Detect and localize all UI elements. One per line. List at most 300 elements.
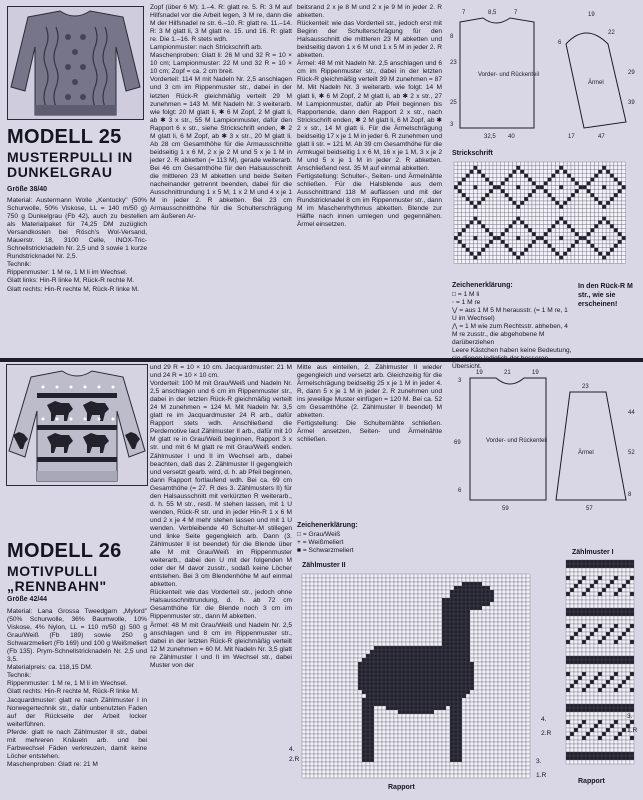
- count-chart-cell: [526, 754, 530, 758]
- count-chart-cell: [602, 588, 606, 592]
- count-chart-cell: [590, 664, 594, 668]
- knitting-chart-cell: [575, 201, 579, 205]
- count-chart-cell: [378, 586, 382, 590]
- count-chart-cell: [310, 774, 314, 778]
- count-chart-cell: [410, 770, 414, 774]
- knitting-chart-cell: [575, 240, 579, 244]
- count-chart-cell: [606, 572, 610, 576]
- knitting-chart-cell: [602, 189, 606, 193]
- count-chart-cell: [386, 770, 390, 774]
- count-chart-cell: [450, 754, 454, 758]
- count-chart-cell: [398, 758, 402, 762]
- count-chart-cell: [590, 712, 594, 716]
- count-chart-cell: [590, 608, 594, 612]
- count-chart-cell: [334, 630, 338, 634]
- count-chart-cell: [586, 596, 590, 600]
- count-chart-cell: [314, 662, 318, 666]
- knitting-chart-cell: [555, 248, 559, 252]
- count-chart-cell: [506, 698, 510, 702]
- count-chart-cell: [406, 602, 410, 606]
- knitting-chart-cell: [485, 221, 489, 225]
- count-chart-cell: [406, 674, 410, 678]
- count-chart-cell: [402, 574, 406, 578]
- count-chart-cell: [622, 756, 626, 760]
- count-chart-cell: [582, 748, 586, 752]
- count-chart-cell: [434, 730, 438, 734]
- count-chart-cell: [358, 722, 362, 726]
- count-chart-cell: [526, 738, 530, 742]
- knitting-chart-cell: [540, 213, 544, 217]
- count-chart-cell: [618, 648, 622, 652]
- count-chart-cell: [334, 622, 338, 626]
- count-chart-cell: [458, 654, 462, 658]
- knitting-chart-cell: [489, 209, 493, 213]
- count-chart-cell: [398, 582, 402, 586]
- count-chart-cell: [346, 614, 350, 618]
- count-chart-cell: [454, 738, 458, 742]
- count-chart-cell: [322, 614, 326, 618]
- count-chart-cell: [462, 758, 466, 762]
- count-chart-cell: [482, 690, 486, 694]
- count-chart-cell: [426, 606, 430, 610]
- knitting-chart-cell: [466, 228, 470, 232]
- knitting-chart-cell: [552, 209, 556, 213]
- count-chart-cell: [498, 634, 502, 638]
- count-chart-cell: [506, 606, 510, 610]
- knitting-chart-cell: [571, 170, 575, 174]
- knitting-chart-cell: [559, 260, 563, 264]
- count-chart-cell: [598, 572, 602, 576]
- count-chart-cell: [338, 586, 342, 590]
- count-chart-cell: [502, 750, 506, 754]
- count-chart-cell: [482, 662, 486, 666]
- knitting-chart-cell: [614, 193, 618, 197]
- count-chart-cell: [590, 564, 594, 568]
- knitting-chart-cell: [602, 217, 606, 221]
- count-chart-cell: [370, 718, 374, 722]
- count-chart-cell: [490, 654, 494, 658]
- count-chart-cell: [362, 686, 366, 690]
- count-chart-cell: [310, 710, 314, 714]
- knitting-chart-cell: [481, 166, 485, 170]
- model26-dim: 23: [582, 384, 589, 390]
- count-chart-cell: [318, 606, 322, 610]
- knitting-chart-cell: [462, 193, 466, 197]
- count-chart-cell: [314, 694, 318, 698]
- count-chart-cell: [406, 678, 410, 682]
- model25-schematic: [448, 4, 638, 144]
- knitting-chart-cell: [501, 240, 505, 244]
- count-chart-cell: [482, 654, 486, 658]
- count-chart-cell: [622, 644, 626, 648]
- count-chart-cell: [334, 634, 338, 638]
- count-chart-cell: [466, 738, 470, 742]
- count-chart-cell: [474, 698, 478, 702]
- count-chart-cell: [346, 750, 350, 754]
- count-chart-cell: [306, 682, 310, 686]
- count-chart-cell: [334, 590, 338, 594]
- knitting-chart-cell: [571, 217, 575, 221]
- count-chart-cell: [454, 742, 458, 746]
- knitting-chart-cell: [477, 166, 481, 170]
- knitting-chart-cell: [618, 162, 622, 166]
- count-chart-cell: [326, 610, 330, 614]
- count-chart-cell: [318, 594, 322, 598]
- count-chart-cell: [354, 626, 358, 630]
- count-chart-cell: [358, 622, 362, 626]
- knitting-chart-cell: [594, 182, 598, 186]
- knitting-chart-cell: [528, 252, 532, 256]
- count-chart-cell: [450, 710, 454, 714]
- count-chart-cell: [382, 634, 386, 638]
- count-chart-cell: [574, 568, 578, 572]
- count-chart-cell: [526, 658, 530, 662]
- count-chart-cell: [566, 684, 570, 688]
- count-chart-cell: [614, 644, 618, 648]
- knitting-chart-cell: [602, 197, 606, 201]
- count-chart-cell: [350, 770, 354, 774]
- count-chart-cell: [578, 608, 582, 612]
- count-chart-cell: [586, 704, 590, 708]
- count-chart-cell: [378, 738, 382, 742]
- count-chart-cell: [406, 622, 410, 626]
- count-chart-cell: [442, 674, 446, 678]
- count-chart-cell: [462, 662, 466, 666]
- count-chart-cell: [354, 586, 358, 590]
- count-chart-cell: [426, 746, 430, 750]
- knitting-chart-cell: [555, 217, 559, 221]
- count-chart-cell: [410, 710, 414, 714]
- count-chart-cell: [374, 582, 378, 586]
- count-chart-cell: [418, 726, 422, 730]
- count-chart-cell: [466, 590, 470, 594]
- count-chart-cell: [618, 680, 622, 684]
- knitting-chart-cell: [532, 162, 536, 166]
- count-chart-cell: [494, 638, 498, 642]
- count-chart-cell: [454, 734, 458, 738]
- count-chart-cell: [434, 710, 438, 714]
- count-chart-cell: [362, 582, 366, 586]
- knitting-chart-cell: [470, 182, 474, 186]
- count-chart-cell: [590, 692, 594, 696]
- count-chart-cell: [566, 580, 570, 584]
- count-chart-cell: [510, 726, 514, 730]
- count-chart-cell: [446, 726, 450, 730]
- count-chart-cell: [318, 718, 322, 722]
- count-chart-cell: [622, 752, 626, 756]
- knitting-chart-cell: [540, 260, 544, 264]
- count-chart-cell: [394, 726, 398, 730]
- count-chart-cell: [522, 586, 526, 590]
- count-chart-cell: [598, 640, 602, 644]
- knitting-chart-cell: [563, 260, 567, 264]
- count-chart-cell: [318, 650, 322, 654]
- knitting-chart-cell: [579, 224, 583, 228]
- count-chart-cell: [478, 630, 482, 634]
- chart1-grid: [564, 558, 638, 768]
- count-chart-cell: [578, 760, 582, 764]
- count-chart-cell: [402, 702, 406, 706]
- count-chart-cell: [374, 598, 378, 602]
- count-chart-cell: [398, 674, 402, 678]
- knitting-chart-cell: [462, 170, 466, 174]
- count-chart-cell: [570, 652, 574, 656]
- count-chart-cell: [390, 774, 394, 778]
- count-chart-cell: [334, 654, 338, 658]
- count-chart-cell: [602, 628, 606, 632]
- knitting-chart-cell: [610, 221, 614, 225]
- count-chart-cell: [518, 758, 522, 762]
- count-chart-cell: [522, 622, 526, 626]
- count-chart-cell: [418, 686, 422, 690]
- count-chart-cell: [362, 662, 366, 666]
- count-chart-cell: [578, 684, 582, 688]
- count-chart-cell: [342, 614, 346, 618]
- count-chart-cell: [422, 590, 426, 594]
- count-chart-cell: [354, 638, 358, 642]
- count-chart-cell: [422, 710, 426, 714]
- knitting-chart-cell: [563, 162, 567, 166]
- count-chart-cell: [434, 626, 438, 630]
- knitting-chart-cell: [583, 182, 587, 186]
- knitting-chart-cell: [548, 170, 552, 174]
- count-chart-cell: [626, 592, 630, 596]
- count-chart-cell: [610, 624, 614, 628]
- count-chart-cell: [454, 706, 458, 710]
- count-chart-cell: [446, 582, 450, 586]
- count-chart-cell: [438, 594, 442, 598]
- count-chart-cell: [366, 762, 370, 766]
- count-chart-cell: [410, 630, 414, 634]
- count-chart-cell: [334, 618, 338, 622]
- knitting-chart-cell: [563, 170, 567, 174]
- count-chart-cell: [526, 598, 530, 602]
- count-chart-cell: [566, 748, 570, 752]
- knitting-chart-cell: [509, 170, 513, 174]
- count-chart-cell: [370, 674, 374, 678]
- count-chart-cell: [326, 626, 330, 630]
- count-chart-cell: [354, 666, 358, 670]
- model26-column-3: Mitte aus einteilen, 2. Zählmuster II wieder gegengleich und versetzt arb. Gleichzeitig für die Ärmelschrägung beidseitig 25 x je 1 M in jeder 4. R, dann 5 x je 1 M in jeder 2. R zunehmen und ins jeweilige Muster einfügen = 120 M. Bei ca. 52 cm Gesamthöhe (2. Zählmuster II beendet) M abketten. Fertigstellung: Die Schulternähte schließen. Ärmel ansetzen, Seiten- und Ärmelnähte schließen.: [297, 364, 442, 444]
- count-chart-cell: [410, 658, 414, 662]
- count-chart-cell: [370, 606, 374, 610]
- count-chart-cell: [458, 598, 462, 602]
- count-chart-cell: [310, 578, 314, 582]
- count-chart-cell: [330, 594, 334, 598]
- count-chart-cell: [374, 746, 378, 750]
- count-chart-cell: [362, 714, 366, 718]
- model25-dim: 8,5: [488, 10, 497, 16]
- count-chart-cell: [594, 688, 598, 692]
- count-chart-cell: [378, 582, 382, 586]
- count-chart-cell: [310, 674, 314, 678]
- count-chart-cell: [322, 774, 326, 778]
- knitting-chart-cell: [493, 228, 497, 232]
- count-chart-cell: [482, 634, 486, 638]
- count-chart-cell: [434, 674, 438, 678]
- knitting-chart-cell: [606, 201, 610, 205]
- count-chart-cell: [366, 674, 370, 678]
- count-chart-cell: [386, 746, 390, 750]
- count-chart-cell: [330, 654, 334, 658]
- count-chart-cell: [582, 596, 586, 600]
- count-chart-cell: [518, 594, 522, 598]
- count-chart-cell: [470, 622, 474, 626]
- count-chart-cell: [510, 746, 514, 750]
- count-chart-cell: [418, 594, 422, 598]
- count-chart-cell: [594, 612, 598, 616]
- knitting-chart-cell: [559, 256, 563, 260]
- knitting-chart-cell: [497, 174, 501, 178]
- count-chart-cell: [346, 650, 350, 654]
- count-chart-cell: [458, 730, 462, 734]
- count-chart-cell: [314, 614, 318, 618]
- count-chart-cell: [378, 574, 382, 578]
- count-chart-cell: [474, 718, 478, 722]
- count-chart-cell: [518, 654, 522, 658]
- count-chart-cell: [382, 670, 386, 674]
- count-chart-cell: [510, 638, 514, 642]
- count-chart-cell: [374, 594, 378, 598]
- count-chart-cell: [306, 770, 310, 774]
- count-chart-cell: [626, 572, 630, 576]
- count-chart-cell: [514, 694, 518, 698]
- count-chart-cell: [354, 706, 358, 710]
- count-chart-cell: [402, 754, 406, 758]
- count-chart-cell: [506, 758, 510, 762]
- knitting-chart-cell: [614, 217, 618, 221]
- count-chart-cell: [418, 646, 422, 650]
- count-chart-cell: [370, 770, 374, 774]
- count-chart-cell: [598, 668, 602, 672]
- count-chart-cell: [494, 710, 498, 714]
- count-chart-cell: [422, 650, 426, 654]
- count-chart-cell: [574, 692, 578, 696]
- count-chart-cell: [618, 636, 622, 640]
- count-chart-cell: [410, 734, 414, 738]
- count-chart-cell: [590, 760, 594, 764]
- knitting-chart-cell: [559, 197, 563, 201]
- count-chart-cell: [498, 602, 502, 606]
- knitting-chart-cell: [481, 252, 485, 256]
- count-chart-cell: [598, 688, 602, 692]
- count-chart-cell: [474, 602, 478, 606]
- count-chart-cell: [422, 726, 426, 730]
- count-chart-cell: [346, 598, 350, 602]
- count-chart-cell: [514, 638, 518, 642]
- count-chart-cell: [342, 710, 346, 714]
- knitting-chart-cell: [493, 236, 497, 240]
- count-chart-cell: [570, 744, 574, 748]
- count-chart-cell: [330, 774, 334, 778]
- count-chart-cell: [378, 666, 382, 670]
- knitting-chart-cell: [462, 162, 466, 166]
- count-chart-cell: [502, 774, 506, 778]
- count-chart-cell: [362, 762, 366, 766]
- count-chart-cell: [478, 646, 482, 650]
- count-chart-cell: [506, 590, 510, 594]
- count-chart-cell: [586, 652, 590, 656]
- knitting-chart-cell: [509, 252, 513, 256]
- count-chart-cell: [478, 726, 482, 730]
- count-chart-cell: [366, 710, 370, 714]
- count-chart-cell: [358, 626, 362, 630]
- count-chart-cell: [570, 760, 574, 764]
- count-chart-cell: [478, 710, 482, 714]
- count-chart-cell: [438, 674, 442, 678]
- knitting-chart-cell: [524, 174, 528, 178]
- knitting-chart-cell: [505, 162, 509, 166]
- knitting-chart-cell: [501, 252, 505, 256]
- knitting-chart-cell: [559, 240, 563, 244]
- count-chart-cell: [474, 678, 478, 682]
- count-chart-cell: [462, 622, 466, 626]
- knitting-chart-cell: [516, 185, 520, 189]
- knitting-chart-cell: [610, 201, 614, 205]
- knitting-chart-cell: [497, 221, 501, 225]
- knitting-chart-cell: [509, 236, 513, 240]
- count-chart-cell: [578, 724, 582, 728]
- count-chart-cell: [582, 668, 586, 672]
- count-chart-cell: [614, 748, 618, 752]
- count-chart-cell: [586, 568, 590, 572]
- count-chart-cell: [498, 606, 502, 610]
- knitting-chart-cell: [571, 232, 575, 236]
- knitting-chart-cell: [548, 174, 552, 178]
- count-chart-cell: [626, 632, 630, 636]
- knitting-chart-cell: [481, 178, 485, 182]
- count-chart-cell: [306, 646, 310, 650]
- count-chart-cell: [442, 754, 446, 758]
- count-chart-cell: [338, 762, 342, 766]
- count-chart-cell: [398, 742, 402, 746]
- count-chart-cell: [590, 560, 594, 564]
- count-chart-cell: [410, 634, 414, 638]
- knitting-chart-cell: [524, 256, 528, 260]
- count-chart-cell: [486, 650, 490, 654]
- count-chart-cell: [350, 618, 354, 622]
- count-chart-cell: [366, 738, 370, 742]
- count-chart-cell: [330, 746, 334, 750]
- count-chart-cell: [490, 722, 494, 726]
- count-chart-cell: [426, 678, 430, 682]
- count-chart-cell: [350, 626, 354, 630]
- count-chart-cell: [566, 716, 570, 720]
- count-chart-cell: [450, 582, 454, 586]
- knitting-chart-cell: [524, 228, 528, 232]
- count-chart-cell: [586, 636, 590, 640]
- count-chart-cell: [518, 638, 522, 642]
- knitting-chart-cell: [497, 240, 501, 244]
- count-chart-cell: [474, 682, 478, 686]
- knitting-chart-cell: [520, 213, 524, 217]
- count-chart-cell: [594, 656, 598, 660]
- count-chart-cell: [442, 698, 446, 702]
- count-chart-cell: [350, 754, 354, 758]
- knitting-chart-cell: [583, 209, 587, 213]
- count-chart-cell: [410, 590, 414, 594]
- knitting-chart-cell: [477, 236, 481, 240]
- count-chart-cell: [514, 630, 518, 634]
- count-chart-cell: [466, 602, 470, 606]
- count-chart-cell: [450, 686, 454, 690]
- knitting-chart-cell: [583, 260, 587, 264]
- knitting-chart-cell: [528, 248, 532, 252]
- knitting-chart-cell: [524, 205, 528, 209]
- count-chart-cell: [438, 738, 442, 742]
- count-chart-cell: [398, 682, 402, 686]
- knitting-chart-cell: [532, 244, 536, 248]
